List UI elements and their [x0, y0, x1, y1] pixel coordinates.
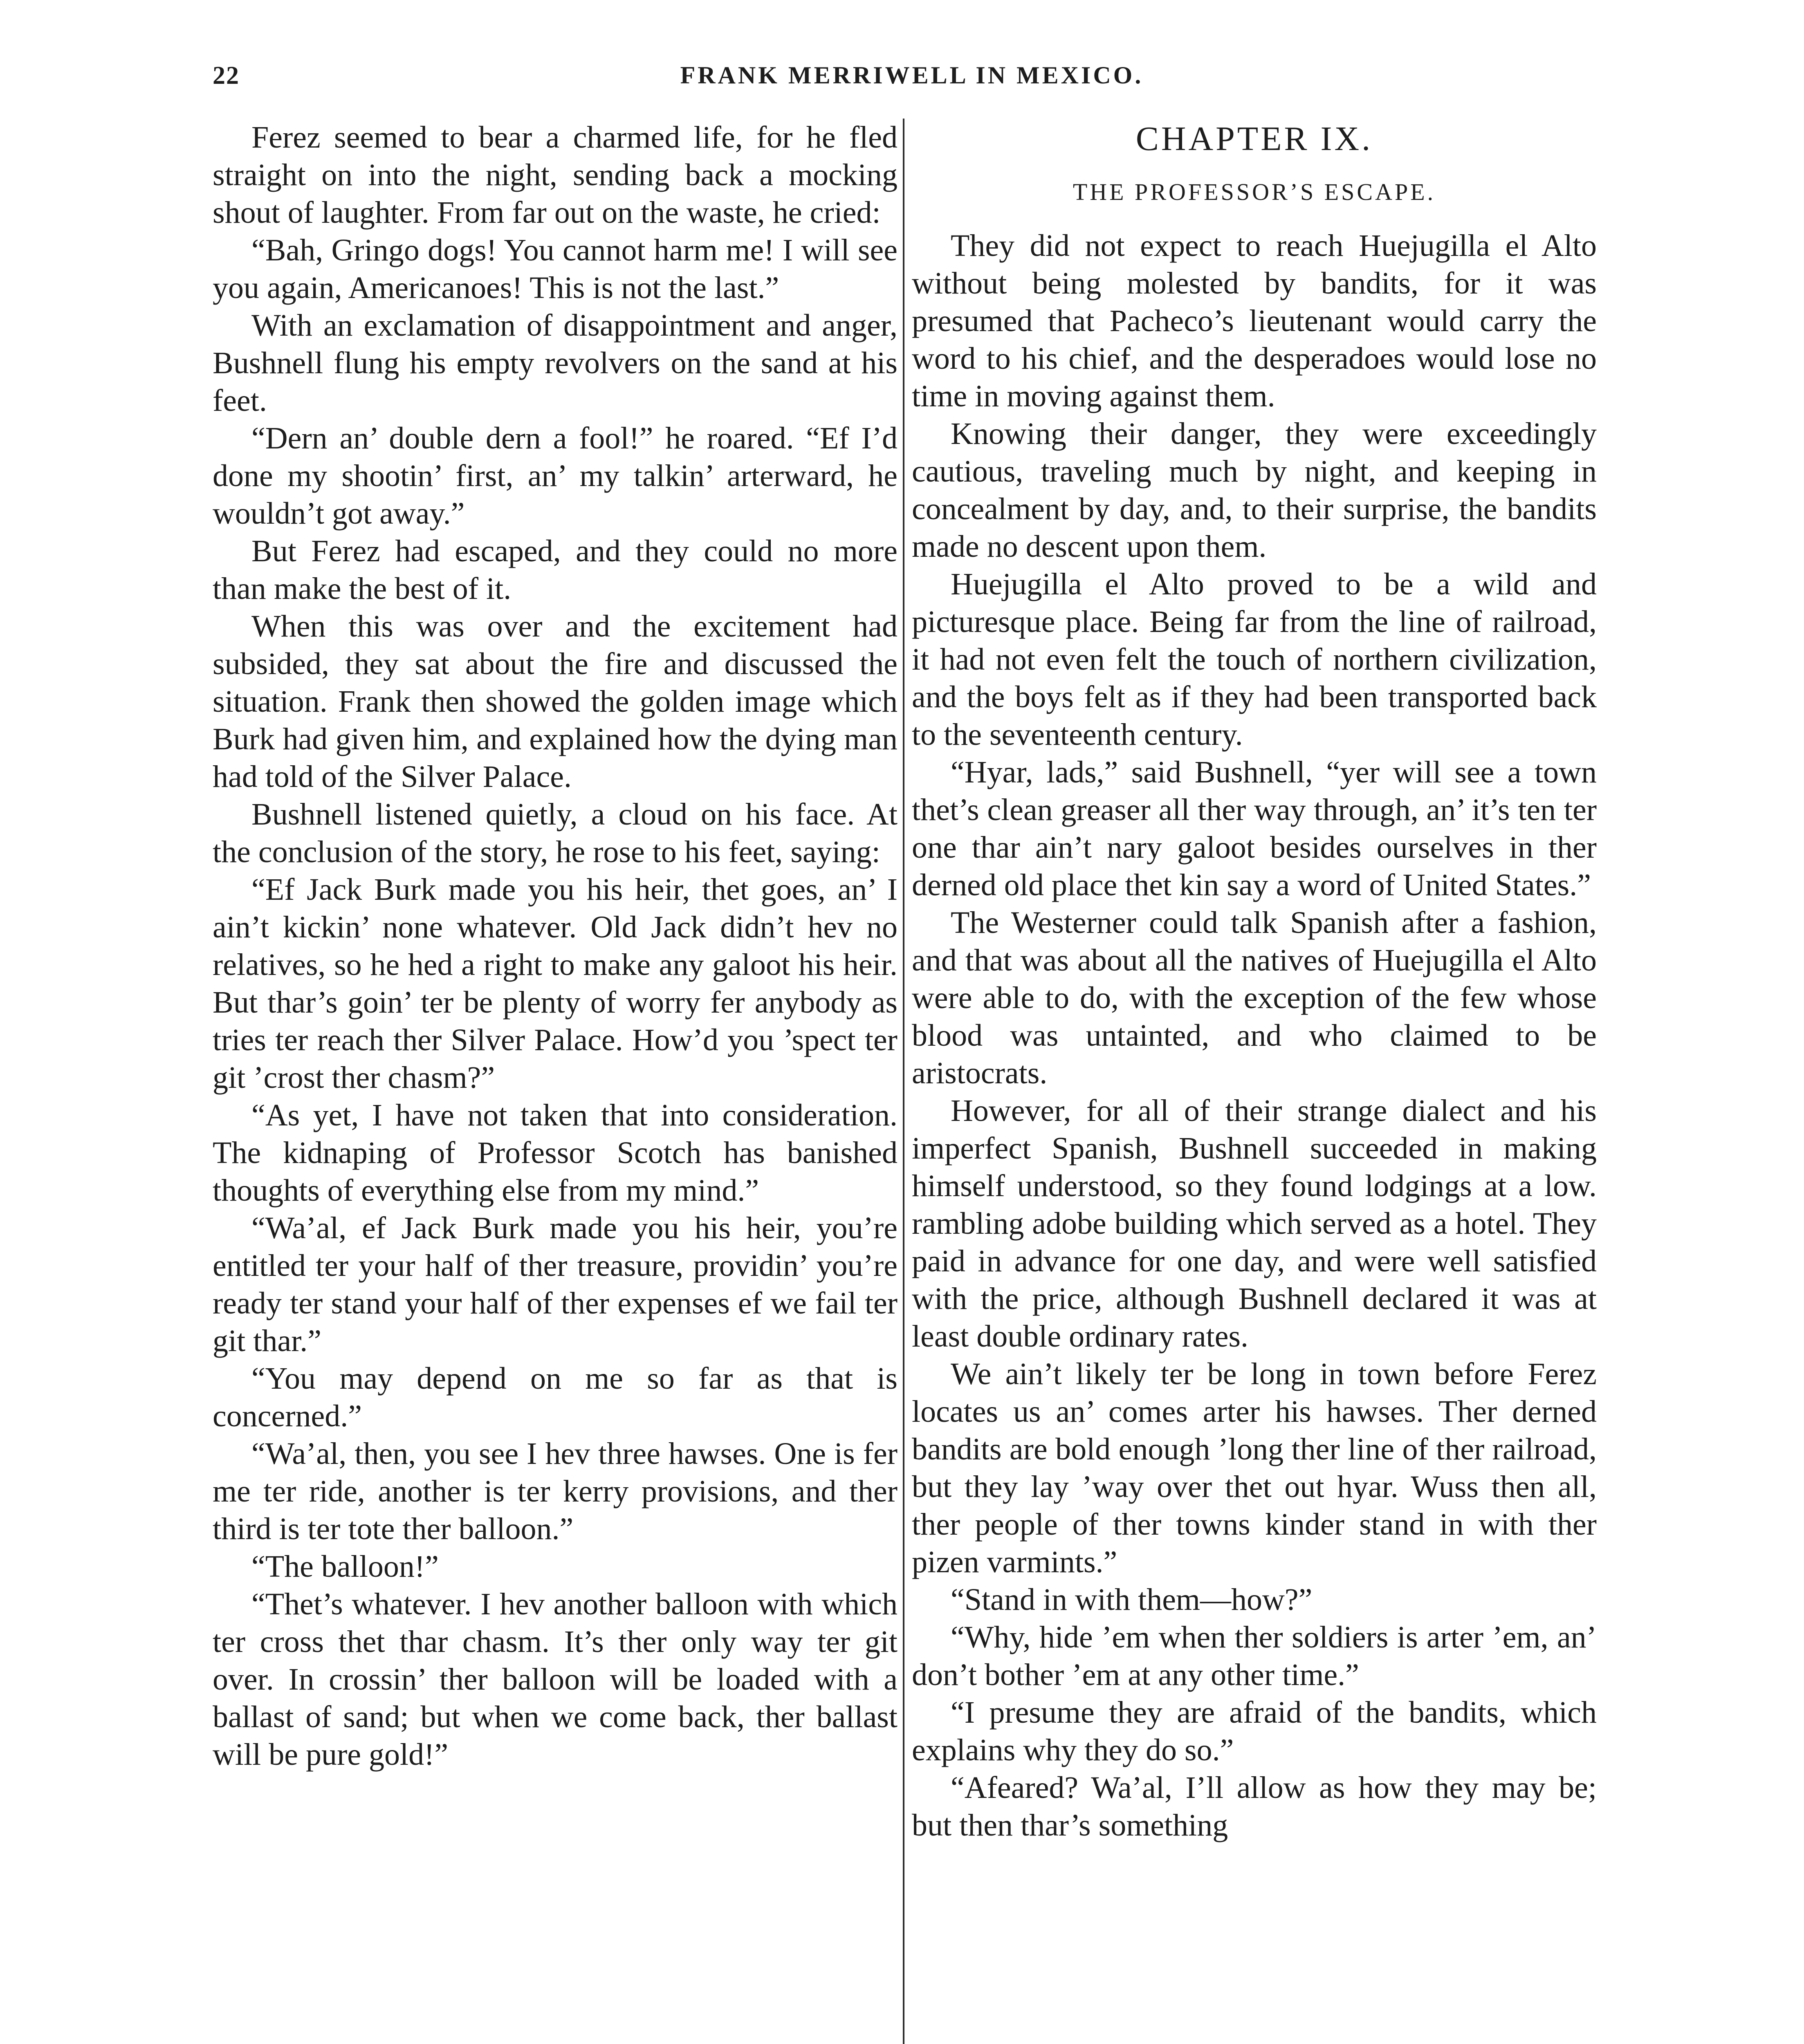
paragraph: “Afeared? Wa’al, I’ll allow as how they may be; but then thar’s something: [912, 1771, 1597, 1842]
right-column: [912, 119, 1597, 2044]
column-divider: [903, 119, 904, 2044]
paragraph: “You may depend on me so far as that is concerned.”: [213, 1361, 898, 1433]
left-column: [213, 119, 898, 2044]
paragraph: With an exclamation of disappointment and anger, Bushnell flung his empty revolvers on the sand at his feet.: [213, 308, 898, 418]
paragraph: They did not expect to reach Huejugilla el Alto without being molested by bandits, for it was presumed that Pacheco’s lieutenant would carry the word to his chief, and the desperadoes would lose no time in moving against them.: [912, 229, 1597, 413]
paragraph: But Ferez had escaped, and they could no more than make the best of it.: [213, 534, 898, 606]
paragraph: “Wa’al, ef Jack Burk made you his heir, you’re entitled ter your half of ther treasure, providin’ you’re ready ter stand your half of ther expenses ef we fail ter git thar.”: [213, 1211, 898, 1358]
page-number: 22: [213, 62, 240, 90]
paragraph: We ain’t likely ter be long in town before Ferez locates us an’ comes arter his hawses. Ther derned bandits are bold enough ’long ther line of ther railroad, but they lay ’way over thet out hyar. Wuss then all, ther people of ther towns kinder stand in with ther pizen varmints.”: [912, 1357, 1597, 1579]
paragraph: The Westerner could talk Spanish after a fashion, and that was about all the natives of Huejugilla el Alto were able to do, with the exception of the few whose blood was untainted, and who claimed to be aristocrats.: [912, 905, 1597, 1090]
paragraph: When this was over and the excitement had subsided, they sat about the fire and discussed the situation. Frank then showed the golden image which Burk had given him, and explained how the dying man had told of the Silver Palace.: [213, 609, 898, 794]
running-title: FRANK MERRIWELL IN MEXICO.: [680, 62, 1144, 89]
paragraph: “The balloon!”: [251, 1549, 439, 1584]
paragraph: Knowing their danger, they were exceedingly cautious, traveling much by night, and keeping in concealment by day, and, to their surprise, the bandits made no descent upon them.: [912, 417, 1597, 564]
paragraph: “Hyar, lads,” said Bushnell, “yer will see a town thet’s clean greaser all ther way through, an’ it’s ten ter one thar ain’t nary galoot besides ourselves in ther derned old place thet kin say a word of United States.”: [912, 755, 1597, 902]
paragraph: “I presume they are afraid of the bandits, which explains why they do so.”: [912, 1695, 1597, 1767]
paragraph: Huejugilla el Alto proved to be a wild and picturesque place. Being far from the line of railroad, it had not even felt the touch of northern civilization, and the boys felt as if they had been transported back to the seventeenth century.: [912, 567, 1597, 752]
paragraph: However, for all of their strange dialect and his imperfect Spanish, Bushnell succeeded in making himself understood, so they found lodgings at a low. rambling adobe building which served as a hotel. They paid in advance for one day, and were well satisfied with the price, although Bushnell declared it was at least double ordinary rates.: [912, 1094, 1597, 1354]
paragraph: Bushnell listened quietly, a cloud on his face. At the conclusion of the story, he rose to his feet, saying:: [213, 797, 898, 869]
paragraph: “Wa’al, then, you see I hev three hawses. One is fer me ter ride, another is ter kerry provisions, and ther third is ter tote ther balloon.”: [213, 1437, 898, 1546]
paragraph: “Stand in with them—how?”: [951, 1582, 1313, 1617]
paragraph: “As yet, I have not taken that into consideration. The kidnaping of Professor Scotch has banished thoughts of everything else from my mind.”: [213, 1098, 898, 1208]
page-header: [213, 61, 1611, 110]
chapter-title: CHAPTER IX.: [1135, 120, 1373, 158]
paragraph: “Why, hide ’em when ther soldiers is arter ’em, an’ don’t bother ’em at any other time.”: [912, 1620, 1597, 1692]
paragraph: “Thet’s whatever. I hev another balloon with which ter cross thet thar chasm. It’s ther only way ter git over. In crossin’ ther balloon will be loaded with a ballast of sand; but when we come back, ther ballast will be pure gold!”: [213, 1587, 898, 1772]
chapter-subtitle: THE PROFESSOR’S ESCAPE.: [1073, 179, 1436, 205]
paragraph: “Dern an’ double dern a fool!” he roared. “Ef I’d done my shootin’ first, an’ my talkin’ arterward, he wouldn’t got away.”: [213, 421, 898, 531]
paragraph: Ferez seemed to bear a charmed life, for he fled straight on into the night, sending back a mocking shout of laughter. From far out on the waste, he cried:: [213, 120, 898, 230]
paragraph: “Ef Jack Burk made you his heir, thet goes, an’ I ain’t kickin’ none whatever. Old Jack didn’t hev no relatives, so he hed a right to make any galoot his heir. But thar’s goin’ ter be plenty of worry fer anybody as tries ter reach ther Silver Palace. How’d you ’spect ter git ’crost ther chasm?”: [213, 872, 898, 1095]
paragraph: “Bah, Gringo dogs! You cannot harm me! I will see you again, Americanoes! This is not the last.”: [213, 233, 898, 305]
